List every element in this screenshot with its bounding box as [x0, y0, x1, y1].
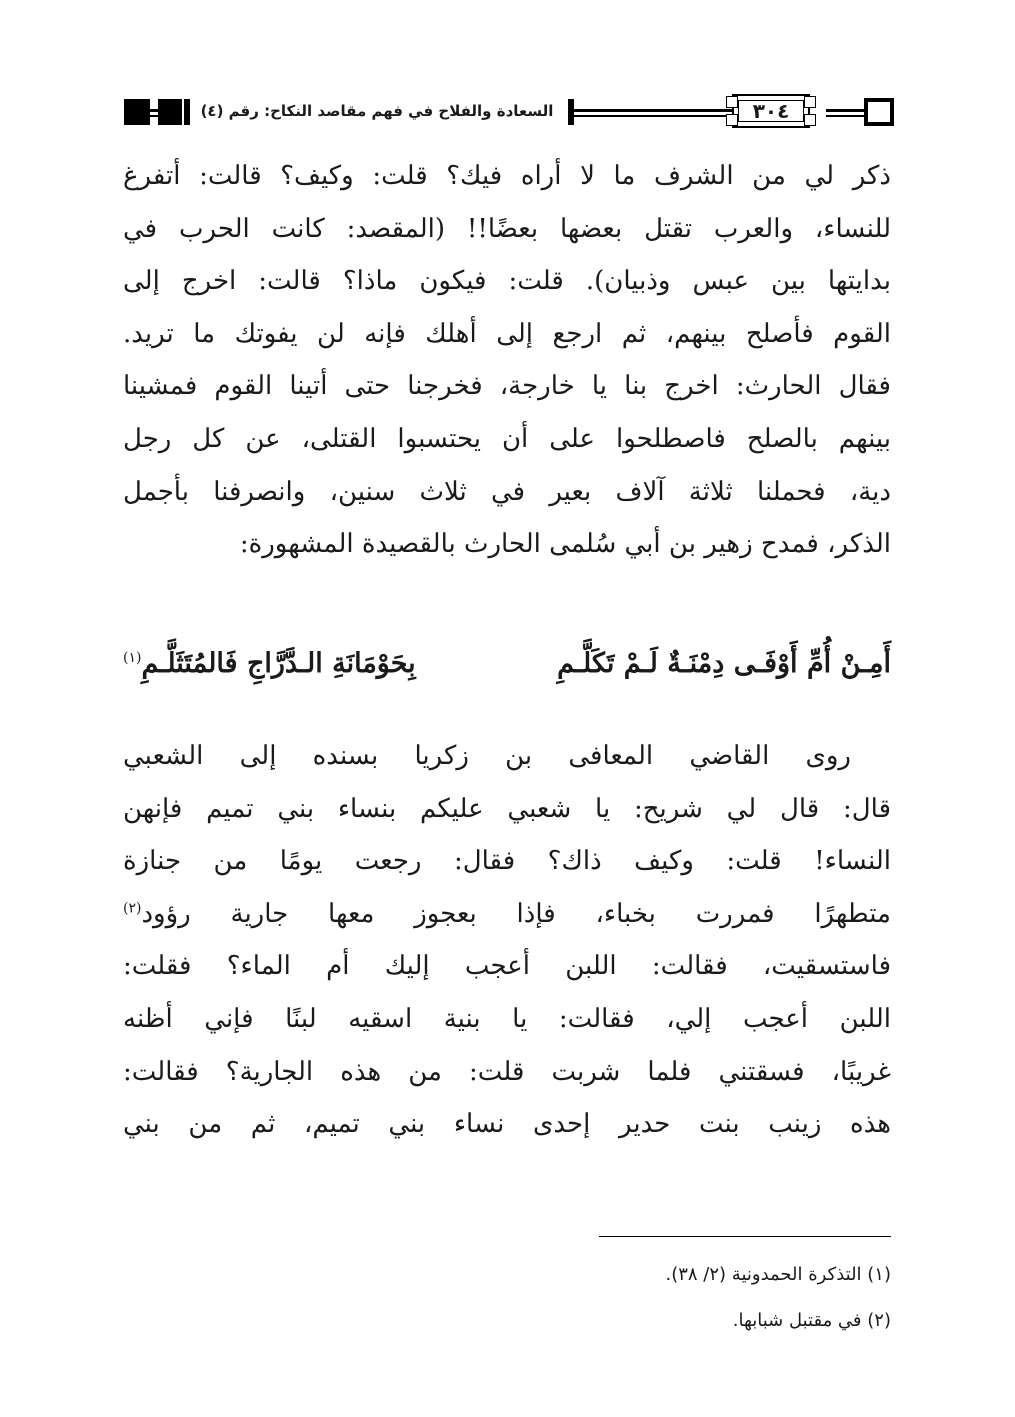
paragraph-2 [123, 730, 891, 1151]
header-ornament-block [124, 99, 150, 125]
page-header [124, 92, 894, 136]
text-line: بينهم بالصلح فاصطلحوا على أن يحتسبوا القتلى، عن كل رجل [123, 423, 891, 454]
footnote-marker: (٢) [123, 900, 142, 917]
text-line-content: متطهرًا فمررت بخباء، فإذا بعجوز معها جارية رؤود [141, 898, 891, 929]
paragraph-1 [123, 150, 891, 571]
running-title: السعادة والفلاح في فهم مقاصد النكاح: رقم (٤) [200, 102, 554, 120]
text-line: دية، فحملنا ثلاثة آلاف بعير في ثلاث سنين، وانصرفنا بأجمل [123, 476, 891, 507]
poem-verse [123, 636, 891, 696]
header-rule [150, 109, 158, 117]
text-line: للنساء، والعرب تقتل بعضها بعضًا!! (المقصد: كانت الحرب في [123, 213, 891, 244]
footnote-marker: (١) [123, 650, 142, 666]
text-line: القوم فأصلح بينهم، ثم ارجع إلى أهلك فإنه لن يفوتك ما تريد. [123, 318, 891, 349]
page-number-frame [716, 92, 826, 130]
header-rule [574, 109, 732, 117]
header-end-ornament [864, 98, 894, 126]
header-ornament-block [158, 99, 182, 125]
poem-hemistich-first: أَمِـنْ أُمِّ أَوْفَـى دِمْنَـةٌ لَـمْ تَكَلَّـمِ [557, 648, 891, 679]
frame-knot-ornament [726, 96, 738, 108]
text-line: النساء! قلت: وكيف ذاك؟ فقال: رجعت يومًا من جنازة [123, 846, 891, 877]
poem-hemistich-second [123, 636, 416, 692]
frame-knot-ornament [804, 114, 816, 126]
text-line: بدايتها بين عبس وذبيان). قلت: فيكون ماذا؟ قالت: اخرج إلى [123, 266, 891, 297]
text-line: الذكر، فمدح زهير بن أبي سُلمى الحارث بالقصيدة المشهورة: [239, 529, 891, 560]
frame-knot-ornament [726, 114, 738, 126]
footnote-separator [599, 1236, 891, 1237]
footnotes [123, 1252, 891, 1344]
text-line: هذه زينب بنت حدير إحدى نساء بني تميم، ثم من بني [123, 1109, 891, 1140]
frame-knot-ornament [804, 96, 816, 108]
text-line: قال: قال لي شريح: يا شعبي عليكم بنساء بني تميم فإنهن [123, 793, 891, 824]
text-line: فاستسقيت، فقالت: اللبن أعجب إليك أم الماء؟ فقلت: [123, 951, 891, 982]
header-rule [826, 109, 866, 117]
text-line: فقال الحارث: اخرج بنا يا خارجة، فخرجنا حتى أتينا القوم فمشينا [123, 371, 891, 402]
text-line: غريبًا، فسقتني فلما شربت قلت: من هذه الجارية؟ فقالت: [123, 1056, 891, 1087]
poem-hemistich-second-text: بِحَوْمَانَةِ الـدَّرَّاجِ فَالمُتَثَلَّـمِ [141, 648, 416, 679]
text-line: ذكر لي من الشرف ما لا أراه فيك؟ قلت: وكيف؟ قالت: أتفرغ [123, 161, 891, 191]
text-line [123, 888, 891, 941]
footnote-1: (١) التذكرة الحمدونية (٢/ ٣٨). [665, 1264, 891, 1285]
text-line: روى القاضي المعافى بن زكريا بسنده إلى الشعبي [123, 741, 851, 771]
page-number: ٣٠٤ [752, 99, 790, 123]
text-line: اللبن أعجب إلي، فقالت: يا بنية اسقيه لبنًا فإني أظنه [123, 1003, 891, 1034]
footnote-2: (٢) في مقتبل شبابها. [732, 1310, 891, 1331]
